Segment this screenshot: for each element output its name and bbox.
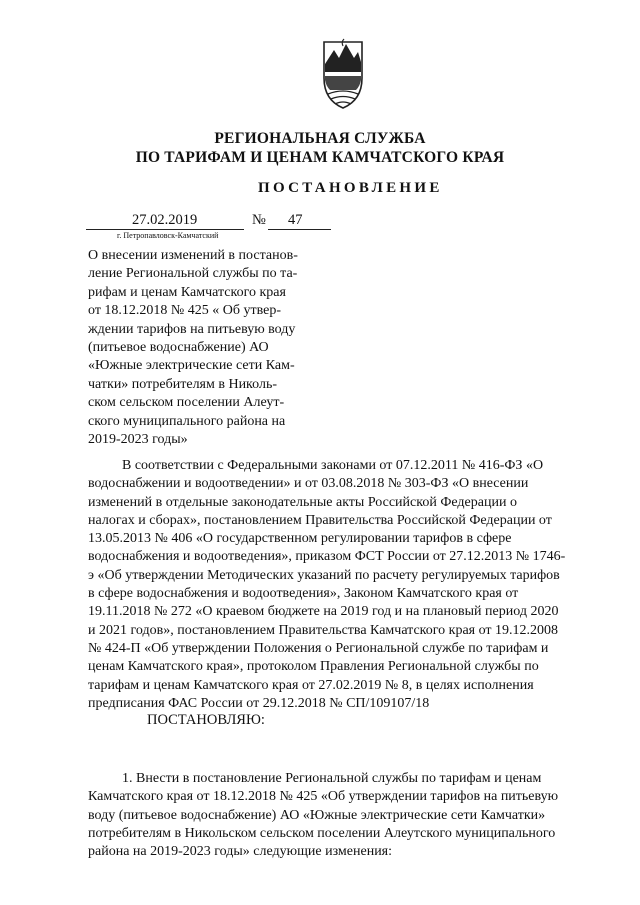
subject-line: 2019-2023 годы» [88,432,188,448]
subject-line: от 18.12.2018 № 425 « Об утвер- [88,303,282,319]
item-1-line: потребителям в Никольском сельском поселении Алеутского муниципального [88,825,556,841]
preamble-line: э «Об утверждении Методических указаний по расчету регулируемых тарифов [88,567,560,583]
subject-line: ление Региональной службы по та- [88,266,298,282]
subject-line: ждении тарифов на питьевую воду [88,321,296,337]
preamble-line: тарифам и ценам Камчатского края от 27.02.2019 № 8, в целях исполнения [88,677,534,693]
document-date: 27.02.2019 [132,212,198,228]
document-number: 47 [288,212,303,228]
date-underline [86,229,244,230]
preamble-line: и 2021 годов», постановлением Правительства Камчатского края от 19.12.2008 [88,622,559,638]
subject-line: рифам и ценам Камчатского края [88,284,286,300]
preamble-line: ценам Камчатского края», протоколом Правления Региональной службы по [88,659,539,675]
item-1-line: Камчатского края от 18.12.2018 № 425 «Об утверждении тарифов на питьевую [88,789,559,805]
preamble-line: № 424-П «Об утверждении Положения о Региональной службе по тарифам и [88,640,549,656]
preamble-paragraph [88,457,606,713]
organization-name-line-2: ПО ТАРИФАМ И ЦЕНАМ КАМЧАТСКОГО КРАЯ [135,149,505,166]
subject-line: ском сельском поселении Алеут- [88,395,285,411]
kamchatka-coat-of-arms-icon [320,38,366,110]
subject-line: (питьевое водоснабжение) АО [88,340,269,356]
item-1-line: воду (питьевое водоснабжение) АО «Южные электрические сети Камчатки» [88,807,546,823]
preamble-line: водоснабжении и водоотведении» и от 03.08.2018 № 303-ФЗ «О внесении [88,476,529,492]
decree-word: ПОСТАНОВЛЯЮ: [147,712,265,728]
number-underline [268,229,331,230]
preamble-line: водоснабжения и водоотведения», приказом ФСТ России от 27.12.2013 № 1746- [88,549,566,565]
preamble-line: 13.05.2013 № 406 «О государственном регулировании тарифов в сфере [88,531,512,547]
preamble-line: предписания ФАС России от 29.12.2018 № СП/109107/18 [88,695,430,711]
subject-line: «Южные электрические сети Кам- [88,358,295,374]
subject-line: ского муниципального района на [88,413,286,429]
subject-line: чатки» потребителям в Николь- [88,376,277,392]
preamble-line: изменений в отдельные законодательные акты Российской Федерации о [88,494,517,510]
organization-name-line-1: РЕГИОНАЛЬНАЯ СЛУЖБА [214,130,426,147]
subject-line: О внесении изменений в постанов- [88,248,298,263]
document-type-title: ПОСТАНОВЛЕНИЕ [258,180,443,196]
preamble-line: налогах и сборах», постановлением Правительства Российской Федерации от [88,512,552,528]
issue-city: г. Петропавловск-Камчатский [117,231,219,240]
preamble-line: в сфере водоснабжения и водоотведения», Законом Камчатского края от [88,586,519,602]
preamble-line: В соответствии с Федеральными законами от 07.12.2011 № 416-ФЗ «О [122,458,544,473]
number-sign: № [252,212,266,228]
item-1-line: района на 2019-2023 годы» следующие изменения: [88,844,393,860]
item-1-paragraph [88,770,606,861]
item-1-line: 1. Внести в постановление Региональной службы по тарифам и ценам [122,771,542,786]
document-subject [88,247,320,449]
preamble-line: 19.11.2018 № 272 «О краевом бюджете на 2019 год и на плановый период 2020 [88,604,559,620]
